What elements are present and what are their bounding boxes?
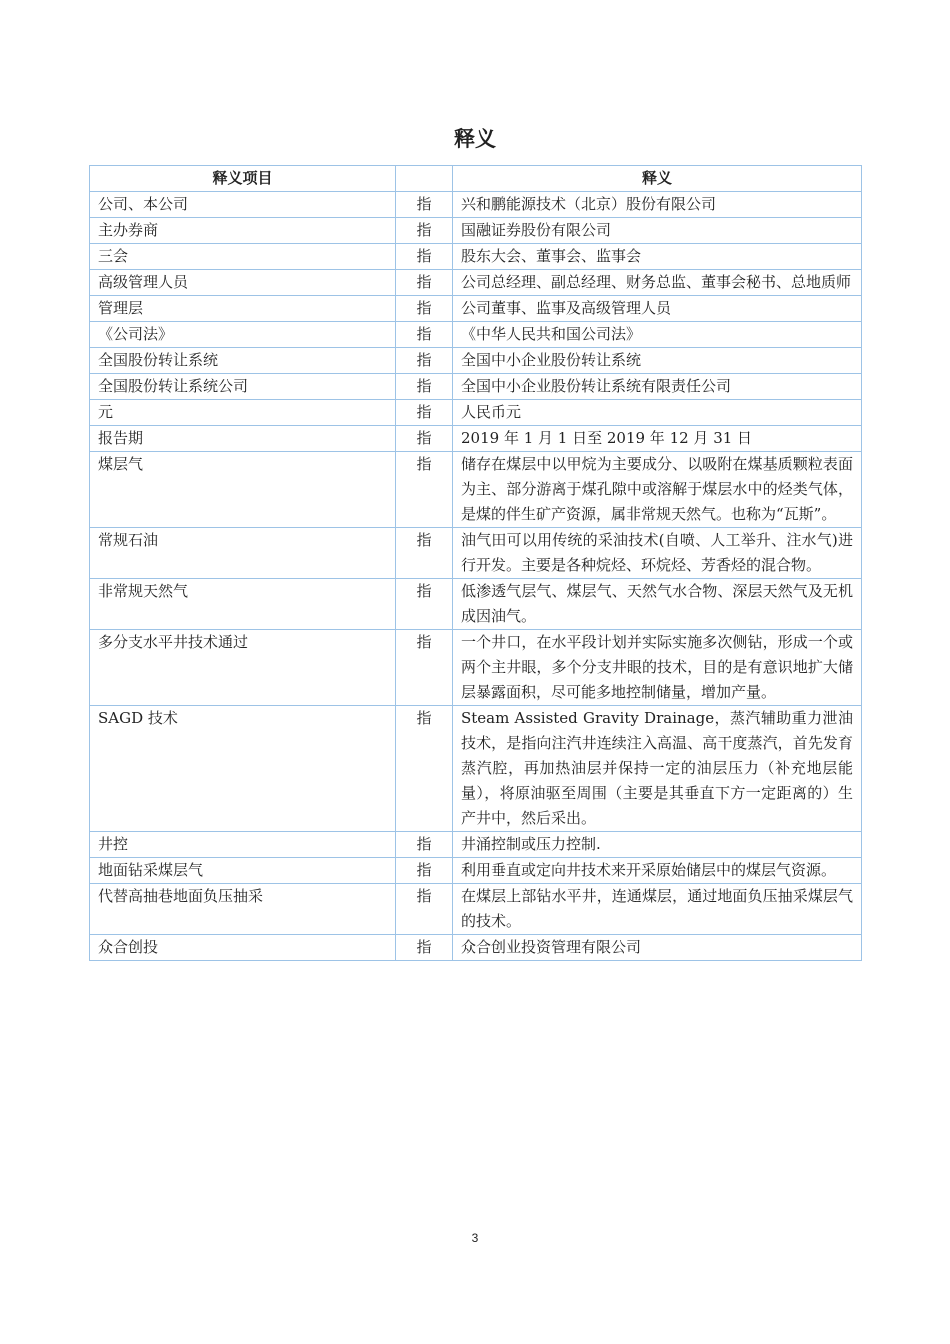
definition-cell: Steam Assisted Gravity Drainage，蒸汽辅助重力泄油技术，是指向注汽井连续注入高温、高干度蒸汽，首先发育蒸汽腔，再加热油层并保持一定的油层压力（补充地层能量），将原油驱至周围（主要是其垂直下方一定距离的）生产井中，然后采出。 [453,706,862,832]
ref-cell: 指 [396,579,453,630]
table-row [90,630,862,706]
table-row [90,192,862,218]
table-row [90,579,862,630]
term-cell: 煤层气 [90,452,396,528]
term-cell: SAGD 技术 [90,706,396,832]
ref-cell: 指 [396,832,453,858]
header-definition: 释义 [453,166,862,192]
ref-cell: 指 [396,244,453,270]
definition-cell: 公司总经理、副总经理、财务总监、董事会秘书、总地质师 [453,270,862,296]
term-cell: 全国股份转让系统 [90,348,396,374]
table-row [90,218,862,244]
term-cell: 常规石油 [90,528,396,579]
term-cell: 管理层 [90,296,396,322]
definition-cell: 全国中小企业股份转让系统有限责任公司 [453,374,862,400]
definition-cell: 股东大会、董事会、监事会 [453,244,862,270]
table-row [90,528,862,579]
header-ref [396,166,453,192]
definition-cell: 在煤层上部钻水平井，连通煤层，通过地面负压抽采煤层气的技术。 [453,884,862,935]
definition-cell: 储存在煤层中以甲烷为主要成分、以吸附在煤基质颗粒表面为主、部分游离于煤孔隙中或溶解于煤层水中的烃类气体，是煤的伴生矿产资源，属非常规天然气。也称为“瓦斯”。 [453,452,862,528]
ref-cell: 指 [396,884,453,935]
term-cell: 元 [90,400,396,426]
definition-cell: 低渗透气层气、煤层气、天然气水合物、深层天然气及无机成因油气。 [453,579,862,630]
table-row [90,400,862,426]
table-row [90,426,862,452]
term-cell: 全国股份转让系统公司 [90,374,396,400]
ref-cell: 指 [396,270,453,296]
term-cell: 《公司法》 [90,322,396,348]
ref-cell: 指 [396,400,453,426]
table-row [90,884,862,935]
ref-cell: 指 [396,452,453,528]
ref-cell: 指 [396,858,453,884]
definition-cell: 人民币元 [453,400,862,426]
definitions-table [89,165,862,961]
ref-cell: 指 [396,296,453,322]
table-row [90,452,862,528]
ref-cell: 指 [396,322,453,348]
definition-cell: 众合创业投资管理有限公司 [453,935,862,961]
table-row [90,270,862,296]
definition-cell: 井涌控制或压力控制. [453,832,862,858]
table-row [90,244,862,270]
definition-cell: 一个井口，在水平段计划并实际实施多次侧钻，形成一个或两个主井眼，多个分支井眼的技术，目的是有意识地扩大储层暴露面积，尽可能多地控制储量，增加产量。 [453,630,862,706]
page-title: 释义 [454,127,496,151]
term-cell: 高级管理人员 [90,270,396,296]
ref-cell: 指 [396,426,453,452]
ref-cell: 指 [396,630,453,706]
table-row [90,706,862,832]
definition-cell: 兴和鹏能源技术（北京）股份有限公司 [453,192,862,218]
page-number: 3 [471,1231,479,1245]
header-term: 释义项目 [90,166,396,192]
ref-cell: 指 [396,348,453,374]
term-cell: 众合创投 [90,935,396,961]
definition-cell: 全国中小企业股份转让系统 [453,348,862,374]
definition-cell: 公司董事、监事及高级管理人员 [453,296,862,322]
table-body [90,192,862,961]
term-cell: 非常规天然气 [90,579,396,630]
table-header-row [90,166,862,192]
term-cell: 井控 [90,832,396,858]
term-cell: 主办券商 [90,218,396,244]
definition-cell: 《中华人民共和国公司法》 [453,322,862,348]
ref-cell: 指 [396,374,453,400]
term-cell: 地面钻采煤层气 [90,858,396,884]
term-cell: 多分支水平井技术通过 [90,630,396,706]
term-cell: 代替高抽巷地面负压抽采 [90,884,396,935]
ref-cell: 指 [396,706,453,832]
table-row [90,296,862,322]
term-cell: 报告期 [90,426,396,452]
definition-cell: 利用垂直或定向井技术来开采原始储层中的煤层气资源。 [453,858,862,884]
table-row [90,935,862,961]
table-row [90,322,862,348]
table-row [90,858,862,884]
ref-cell: 指 [396,192,453,218]
definition-cell: 油气田可以用传统的采油技术(自喷、人工举升、注水气)进行开发。主要是各种烷烃、环烷烃、芳香烃的混合物。 [453,528,862,579]
table-row [90,832,862,858]
ref-cell: 指 [396,528,453,579]
definition-cell: 国融证券股份有限公司 [453,218,862,244]
term-cell: 公司、本公司 [90,192,396,218]
ref-cell: 指 [396,935,453,961]
definition-cell: 2019 年 1 月 1 日至 2019 年 12 月 31 日 [453,426,862,452]
table-row [90,348,862,374]
ref-cell: 指 [396,218,453,244]
table-row [90,374,862,400]
term-cell: 三会 [90,244,396,270]
